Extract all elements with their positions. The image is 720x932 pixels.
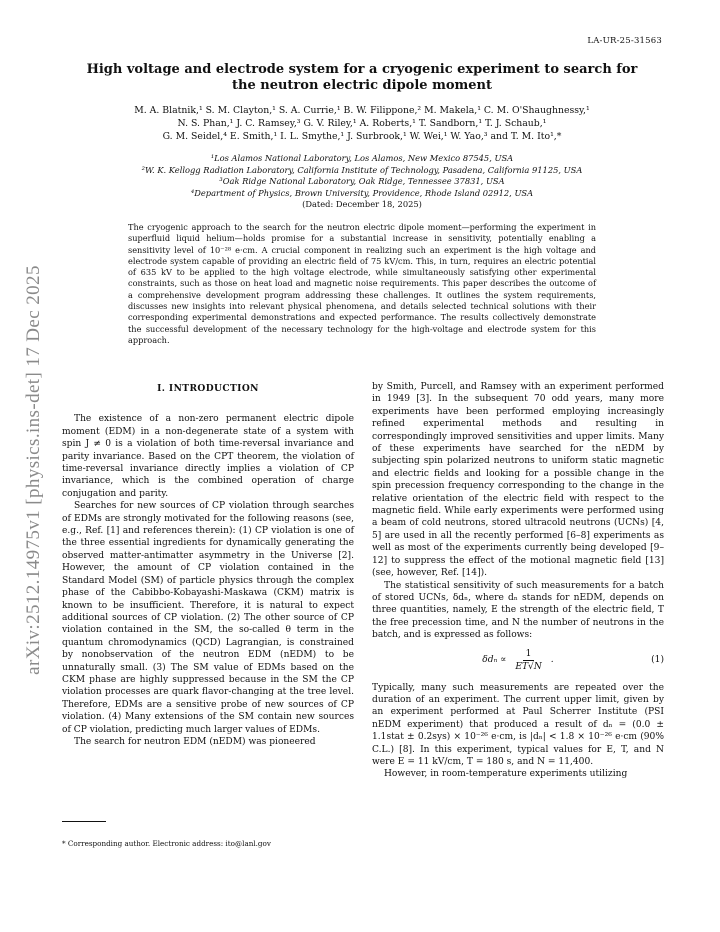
- equation-numerator: 1: [523, 648, 535, 661]
- equation-1: [372, 644, 664, 678]
- body-paragraph: The search for neutron EDM (nEDM) was pioneered: [74, 736, 316, 747]
- body-paragraph: The statistical sensitivity of such measurements for a batch of stored UCNs, δdₙ, where dₙ stands for nEDM, depends on three quantities, namely, E the strength of the electric field, T the free precession time, and N the number of neutrons in the batch, and is expressed as follows:: [372, 580, 664, 641]
- affiliation-line: ⁴Department of Physics, Brown University, Providence, Rhode Island 02912, USA: [190, 187, 534, 198]
- section-heading: I. INTRODUCTION: [157, 383, 259, 394]
- date-line: (Dated: December 18, 2025): [302, 199, 422, 209]
- equation-tail: .: [550, 655, 554, 666]
- author-list: [84, 104, 640, 143]
- equation-fraction: [512, 648, 544, 674]
- equation-number: (1): [651, 655, 664, 666]
- equation-denominator: ET√N: [515, 662, 542, 673]
- left-column: [62, 381, 354, 748]
- equation-body: [482, 648, 553, 674]
- body-paragraph: Searches for new sources of CP violation through searches of EDMs are strongly motivated for the following reasons (see, e.g., Ref. [1] and references therein): (1) CP violation is one of the three essential ingredients for dynamically generating the observed matter-antimatter asymmetry in the Universe [2]. However, the amount of CP violation contained in the Standard Model (SM) of particle physics through the complex phase of the Cabibbo-Kobayashi-Maskawa (CKM) matrix is known to be insufficient. Therefore, it is natural to expect additional sources of CP violation. (2) The other source of CP violation contained in the SM, the so-called θ term in the quantum chromodynamics (QCD) Lagrangian, is constrained by nonobservation of the neutron EDM (nEDM) to be unnaturally small. (3) The SM value of EDMs based on the CKM phase are highly suppressed because in the SM the CP violation processes are quark flavor-changing at the tree level. Therefore, EDMs are a sensitive probe of new sources of CP violation. (4) Many extensions of the SM contain new sources of CP violation, predicting much larger values of EDMs.: [62, 501, 354, 735]
- report-number: LA-UR-25-31563: [587, 36, 662, 46]
- affiliation-line: ²W. K. Kellogg Radiation Laboratory, California Institute of Technology, Pasadena, California 91125, USA: [141, 164, 583, 175]
- arxiv-stamp: [20, 210, 48, 730]
- right-column: [372, 381, 664, 781]
- author-line: G. M. Seidel,⁴ E. Smith,¹ I. L. Smythe,¹ J. Surbrook,¹ W. Wei,¹ W. Yao,³ and T. M. Ito¹,*: [162, 131, 562, 142]
- paper-title: High voltage and electrode system for a cryogenic experiment to search for the neutron electric dipole moment: [86, 62, 638, 93]
- body-paragraph: by Smith, Purcell, and Ramsey with an experiment performed in 1949 [3]. In the subsequent 70 odd years, many more experiments have been performed employing increasingly refined experimental methods and resulting in correspondingly improved sensitivities and upper limits. Many of these experiments have searched for the nEDM by subjecting spin polarized neutrons to uniform static magnetic and electric fields and looking for a possible change in the spin precession frequency corresponding to the change in the relative orientation of the electric field with respect to the magnetic field. While early experiments were performed using a beam of cold neutrons, stored ultracold neutrons (UCNs) [4, 5] are used in all the recently performed [6–8] experiments as well as most of the experiments currently being developed [9–12] to suppress the effect of the motional magnetic field [13] (see, however, Ref. [14]).: [372, 382, 664, 579]
- body-paragraph: Typically, many such measurements are repeated over the duration of an experiment. The current upper limit, given by an experiment performed at Paul Scherrer Institute (PSI nEDM experiment) that produced a result of dₙ = (0.0 ± 1.1stat ± 0.2sys) × 10⁻²⁶ e·cm, is |dₙ| < 1.8 × 10⁻²⁶ e·cm (90% C.L.) [8]. In this experiment, typical values for E, T, and N were E = 11 kV/cm, T = 180 s, and N = 11,400.: [372, 682, 664, 767]
- body-paragraph: The existence of a non-zero permanent electric dipole moment (EDM) in a non-degenerate state of a system with spin J ≠ 0 is a violation of both time-reversal invariance and parity invariance. Based on the CPT theorem, the violation of time-reversal invariance directly implies a violation of CP invariance, which is the combined operation of charge conjugation and parity.: [62, 414, 354, 499]
- author-line: M. A. Blatnik,¹ S. M. Clayton,¹ S. A. Currie,¹ B. W. Filippone,² M. Makela,¹ C. M. O'Shaughnessy,¹: [134, 105, 590, 116]
- abstract: The cryogenic approach to the search for the neutron electric dipole moment—performing the experiment in superfluid liquid helium—holds promise for a substantial increase in sensitivity, potentially enabling a sensitivity level of 10⁻²⁸ e·cm. A crucial component in realizing such an experiment is the high voltage and electrode system capable of providing an electric field of 75 kV/cm. This, in turn, requires an electric potential of 635 kV to be applied to the high voltage electrode, while simultaneously satisfying other experimental constraints, such as those on heat load and magnetic noise requirements. This paper describes the outcome of a comprehensive development program addressing these challenges. It outlines the system requirements, discusses new insights into relevant physical phenomena, and details selected technical solutions with their corresponding experimental demonstrations and expected performance. The results collectively demonstrate the successful development of the necessary technology for the high-voltage and electrode system for this approach.: [128, 222, 596, 345]
- author-line: N. S. Phan,¹ J. C. Ramsey,³ G. V. Riley,¹ A. Roberts,¹ T. Sandborn,¹ T. J. Schaub,¹: [177, 118, 547, 129]
- arxiv-identifier: arXiv:2512.14975v1 [physics.ins-det] 17 Dec 2025: [23, 265, 44, 675]
- affiliation-list: [84, 153, 640, 211]
- body-paragraph: However, in room-temperature experiments utilizing: [384, 769, 628, 780]
- affiliation-line: ¹Los Alamos National Laboratory, Los Alamos, New Mexico 87545, USA: [210, 153, 514, 163]
- footnote: * Corresponding author. Electronic address: ito@lanl.gov: [62, 839, 271, 848]
- affiliation-line: ³Oak Ridge National Laboratory, Oak Ridge, Tennessee 37831, USA: [219, 176, 505, 186]
- equation-lhs: δdₙ ∝: [482, 655, 507, 666]
- footnote-divider: [62, 821, 106, 822]
